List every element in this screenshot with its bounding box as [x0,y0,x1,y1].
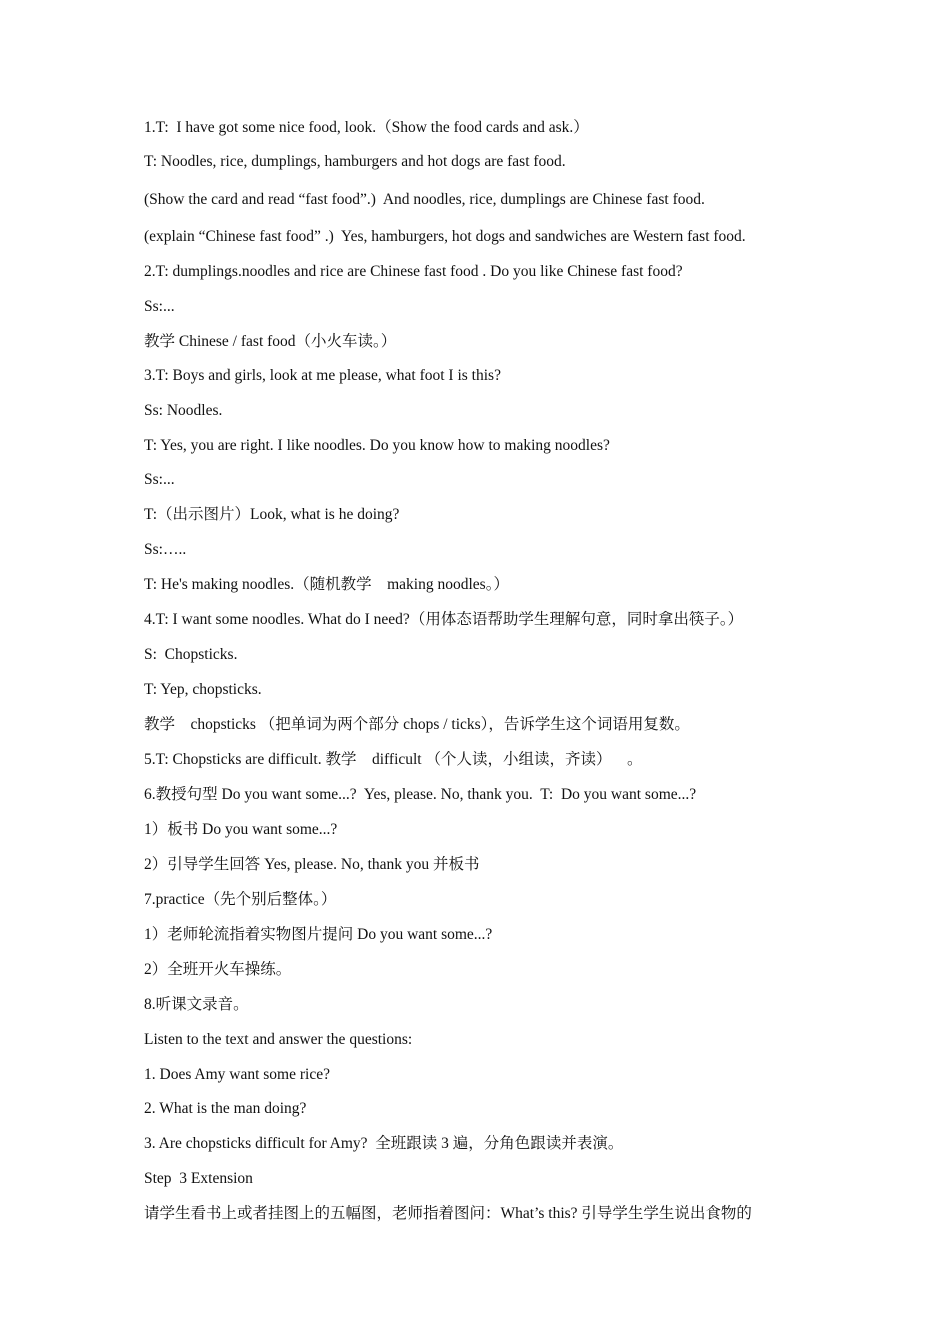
text-line: 1. Does Amy want some rice? [144,1066,330,1083]
text-line: Ss:….. [144,541,187,558]
text-line: Listen to the text and answer the questions: [144,1031,413,1048]
text-line: 2）引导学生回答 Yes, please. No, thank you 并板书 [144,856,480,873]
text-line: Step 3 Extension [144,1170,253,1187]
text-line: 教学 Chinese / fast food（小火车读。） [144,333,397,350]
text-line: T:（出示图片）Look, what is he doing? [144,506,400,523]
text-line: T: Noodles, rice, dumplings, hamburgers and hot dogs are fast food. [144,153,566,170]
text-line: T: Yep, chopsticks. [144,681,262,698]
text-line: Ss:... [144,298,175,315]
text-line: Ss:... [144,471,175,488]
text-line: 请学生看书上或者挂图上的五幅图，老师指着图问：What’s this? 引导学生学生说出食物的 [144,1205,752,1222]
text-line: 2.T: dumplings.noodles and rice are Chinese fast food . Do you like Chinese fast food? [144,263,683,280]
text-line: 1）板书 Do you want some...? [144,821,338,838]
text-line: 8.听课文录音。 [144,996,249,1013]
text-line: S: Chopsticks. [144,646,238,663]
text-line: (explain “Chinese fast food” .) Yes, hamburgers, hot dogs and sandwiches are Western fast food. [144,228,746,245]
text-line: 5.T: Chopsticks are difficult. 教学 difficult （个人读，小组读，齐读） 。 [144,751,643,768]
text-line: T: He's making noodles.（随机教学 making noodles。） [144,576,509,593]
text-line: 教学 chopsticks （把单词为两个部分 chops / ticks），告诉学生这个词语用复数。 [144,716,690,733]
text-line: 1.T: I have got some nice food, look.（Show the food cards and ask.） [144,119,589,136]
text-line: 3.T: Boys and girls, look at me please, what foot I is this? [144,367,501,384]
text-line: Ss: Noodles. [144,402,223,419]
text-line: 4.T: I want some noodles. What do I need?（用体态语帮助学生理解句意，同时拿出筷子。） [144,611,744,628]
text-line: (Show the card and read “fast food”.) And noodles, rice, dumplings are Chinese fast food. [144,191,705,208]
text-line: 6.教授句型 Do you want some...? Yes, please. No, thank you. T: Do you want some...? [144,786,697,803]
text-line: 7.practice（先个别后整体。） [144,891,337,908]
text-line: 3. Are chopsticks difficult for Amy? 全班跟读 3 遍，分角色跟读并表演。 [144,1135,624,1152]
text-line: T: Yes, you are right. I like noodles. Do you know how to making noodles? [144,437,610,454]
text-line: 2. What is the man doing? [144,1100,307,1117]
text-line: 2）全班开火车操练。 [144,961,292,978]
text-line: 1）老师轮流指着实物图片提问 Do you want some...? [144,926,493,943]
